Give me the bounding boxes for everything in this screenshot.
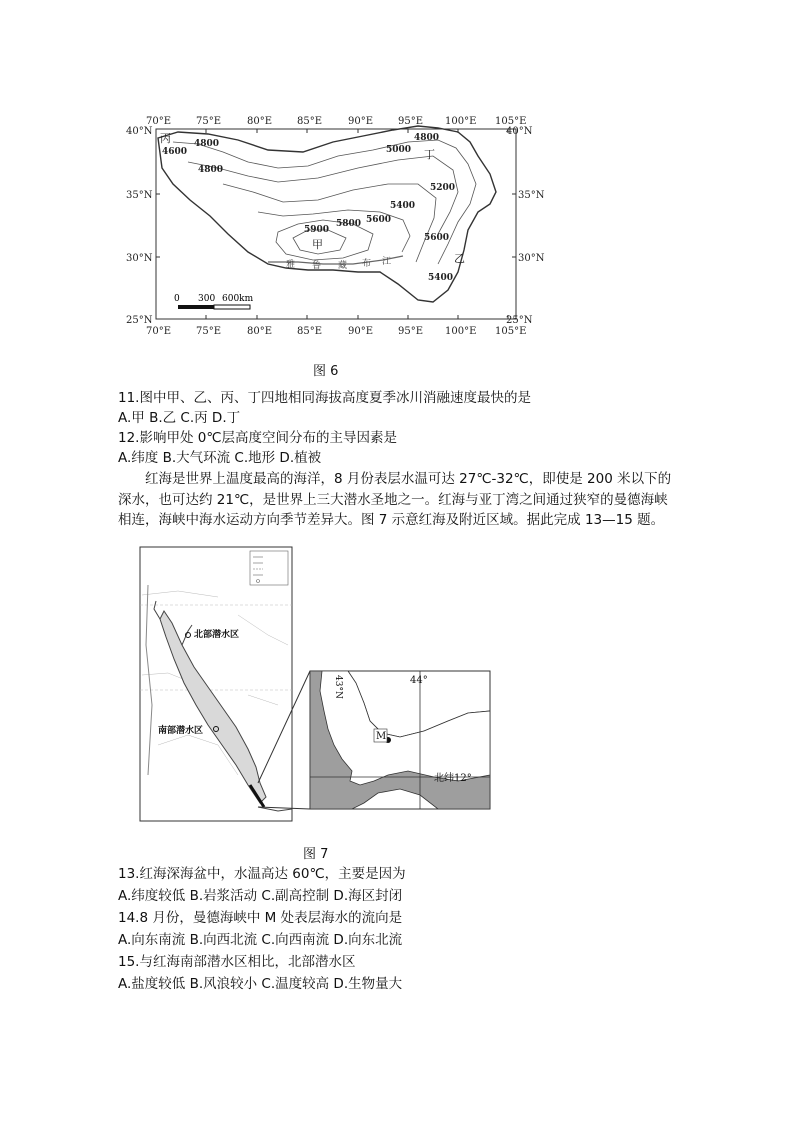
lat-label-left: 25°N — [126, 315, 153, 326]
river-char: 江 — [382, 257, 392, 267]
contour-label: 4600 — [162, 147, 188, 157]
lat-label-left: 30°N — [126, 253, 153, 264]
contour-label: 5800 — [336, 219, 362, 229]
inset-lon-top: 43°N — [333, 675, 343, 699]
question-12-stem: 12.影响甲处 0℃层高度空间分布的主导因素是 — [118, 430, 398, 446]
lon-label-bottom: 70°E — [146, 326, 172, 337]
scale-bar — [174, 294, 254, 309]
contour-label: 5400 — [428, 273, 454, 283]
question-15-options: A.盐度较低 B.风浪较小 C.温度较高 D.生物量大 — [118, 976, 403, 992]
question-13-options: A.纬度较低 B.岩浆活动 C.副高控制 D.海区封闭 — [118, 888, 403, 904]
lon-label-top: 90°E — [348, 116, 374, 127]
river-char: 鲁 — [312, 261, 322, 271]
scale-label: 0 — [174, 294, 180, 304]
lon-label-top: 75°E — [196, 116, 222, 127]
lon-label-top: 95°E — [398, 116, 424, 127]
question-12-options: A.纬度 B.大气环流 C.地形 D.植被 — [118, 450, 322, 466]
river-char: 雅 — [286, 260, 296, 270]
question-11-stem: 11.图中甲、乙、丙、丁四地相同海拔高度夏季冰川消融速度最快的是 — [118, 390, 531, 406]
lon-label-top: 70°E — [146, 116, 172, 127]
question-15-stem: 15.与红海南部潜水区相比，北部潜水区 — [118, 954, 356, 970]
scale-label: 300 — [198, 294, 216, 304]
lon-label-bottom: 80°E — [247, 326, 273, 337]
lon-label-bottom: 100°E — [445, 326, 477, 337]
figure-7-map — [138, 545, 498, 825]
place-yi: 乙 — [454, 252, 465, 265]
figure-7-caption: 图 7 — [303, 847, 329, 862]
contour-label: 4800 — [194, 139, 220, 149]
contour-label: 5600 — [424, 233, 450, 243]
place-jia: 甲 — [312, 238, 323, 251]
inset-lat-label: 北纬12° — [434, 773, 472, 784]
north-diving-zone: 北部潜水区 — [194, 630, 240, 640]
lon-label-bottom: 85°E — [297, 326, 323, 337]
place-ding: 丁 — [424, 148, 435, 161]
contour-label: 5000 — [386, 145, 412, 155]
lon-label-bottom: 75°E — [196, 326, 222, 337]
question-14-options: A.向东南流 B.向西北流 C.向西南流 D.向东北流 — [118, 932, 403, 948]
lat-label-left: 35°N — [126, 190, 153, 201]
lon-label-top: 80°E — [247, 116, 273, 127]
contour-label: 5900 — [304, 225, 330, 235]
lon-label-top: 100°E — [445, 116, 477, 127]
contour-label: 5200 — [430, 183, 456, 193]
lon-label-top: 85°E — [297, 116, 323, 127]
lat-label-right: 25°N — [506, 315, 533, 326]
inset-lon-label: 44° — [410, 675, 428, 686]
river-char: 布 — [362, 259, 372, 269]
lat-label-right: 35°N — [518, 190, 545, 201]
contour-label: 5400 — [390, 201, 416, 211]
contour-label: 5600 — [366, 215, 392, 225]
red-sea-passage: 红海是世界上温度最高的海洋，8 月份表层水温可达 27℃-32℃，即使是 200 米以下的深水，也可达约 21℃，是世界上三大潜水圣地之一。红海与亚丁湾之间通过狭窄的曼德海峡相连，海峡中海水运动方向季节差异大。图 7 示意红海及附近区域。据此完成 13—15 题。 — [118, 471, 672, 528]
south-diving-zone: 南部潜水区 — [158, 726, 204, 736]
lon-label-bottom: 105°E — [495, 326, 527, 337]
lat-label-left: 40°N — [126, 126, 153, 137]
question-14-stem: 14.8 月份，曼德海峡中 M 处表层海水的流向是 — [118, 910, 403, 926]
contour-label: 4800 — [414, 133, 440, 143]
question-11-options: A.甲 B.乙 C.丙 D.丁 — [118, 410, 241, 426]
figure-6-map — [118, 112, 545, 344]
river-char: 藏 — [338, 261, 348, 271]
place-bing: 丙 — [160, 132, 171, 145]
contour-label: 4800 — [198, 165, 224, 175]
lon-label-bottom: 95°E — [398, 326, 424, 337]
scale-label: 600km — [222, 294, 254, 304]
lat-label-right: 40°N — [506, 126, 533, 137]
inset-m-label: M — [376, 731, 387, 742]
question-13-stem: 13.红海深海盆中，水温高达 60℃，主要是因为 — [118, 866, 406, 882]
lat-label-right: 30°N — [518, 253, 545, 264]
lon-label-top: 105°E — [495, 116, 527, 127]
figure-6-caption: 图 6 — [313, 364, 339, 379]
lon-label-bottom: 90°E — [348, 326, 374, 337]
